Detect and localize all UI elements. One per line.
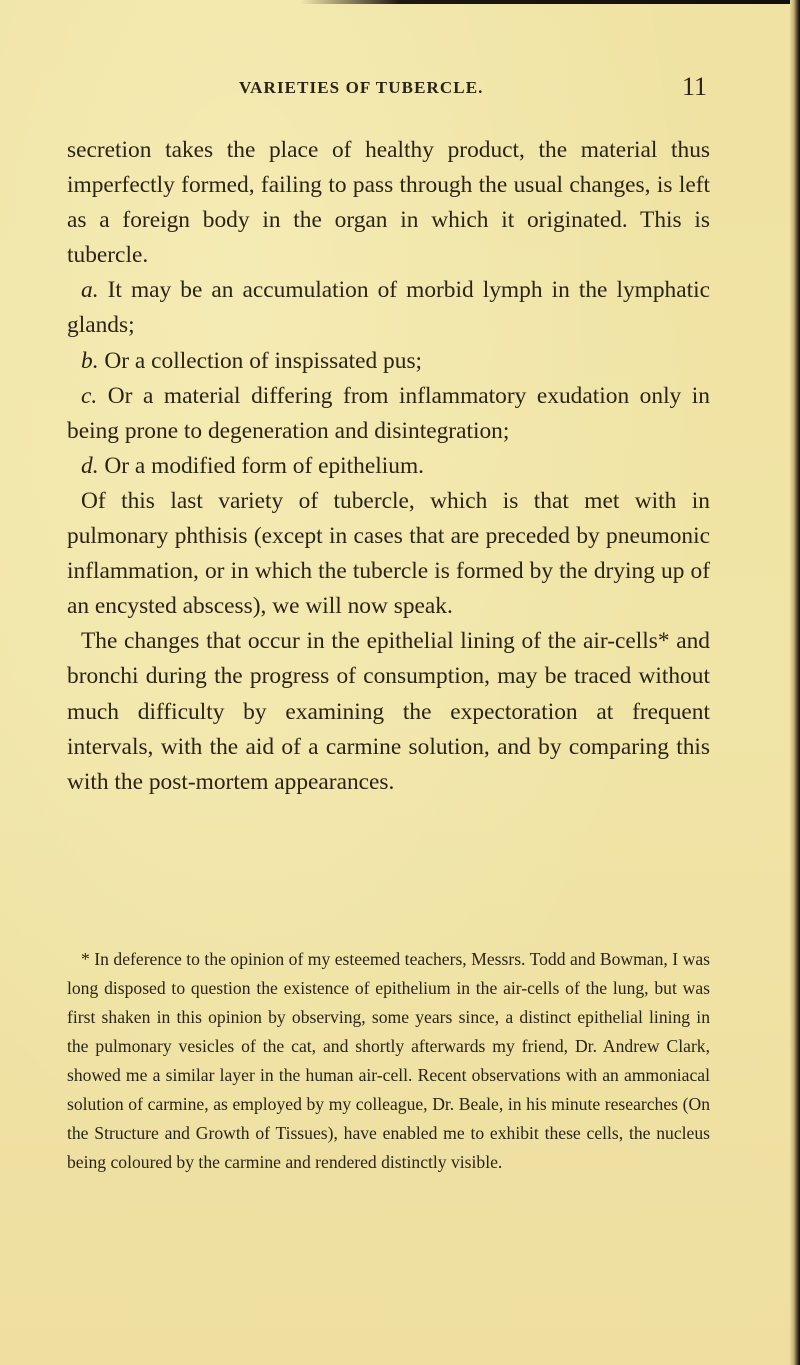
paragraph-text: The changes that occur in the epithelial lining of the air-cells* and bronchi during the progress of consumption, may be traced without much difficulty by examining the expectoration at frequent intervals, with the aid of a carmine solution, and by comparing this with the post-mortem appearances. — [67, 628, 710, 795]
page-number: 11 — [681, 72, 707, 101]
list-item-b — [67, 344, 710, 379]
running-title: VARIETIES OF TUBERCLE. — [239, 78, 484, 97]
page-top-shadow — [300, 0, 800, 4]
list-item-a — [67, 273, 710, 343]
list-item-text: Or a collection of inspissated pus; — [98, 347, 423, 374]
list-item-c — [67, 379, 710, 449]
paragraph-text: Of this last variety of tubercle, which is that met with in pulmonary phthisis (except in cases that are preceded by pneumonic inflammation, or in which the tubercle is formed by the drying up of an encysted abscess), we will now speak. — [67, 487, 710, 620]
footnote-text: * In deference to the opinion of my esteemed teachers, Messrs. Todd and Bowman, I was long disposed to question the existence of epithelium in the air-cells of the lung, but was first shaken in this opinion by observing, some years since, a distinct epithelial lining in the pulmonary vesicles of the cat, and shortly afterwards my friend, Dr. Andrew Clark, showed me a similar layer in the human air-cell. Recent observations with an ammoniacal solution of carmine, as employed by my colleague, Dr. Beale, in his minute researches (On the Structure and Growth of Tissues), have enabled me to exhibit these cells, the nucleus being coloured by the carmine and rendered distinctly visible. — [67, 949, 710, 1172]
paragraph — [67, 484, 710, 624]
footnote — [67, 945, 710, 1177]
list-item-text: Or a material differing from inflammatory exudation only in being prone to degeneration and disintegration; — [67, 382, 710, 444]
paragraph-continuation — [67, 133, 710, 273]
list-item-text: It may be an accumulation of morbid lymph in the lymphatic glands; — [67, 277, 710, 339]
paragraph — [67, 624, 710, 799]
page-right-edge — [790, 0, 800, 1365]
list-marker: c. — [81, 382, 98, 409]
list-item-d — [67, 449, 710, 484]
list-marker: a. — [81, 277, 99, 304]
list-marker: b. — [81, 347, 99, 374]
body-text — [67, 133, 710, 800]
paragraph-text: secretion takes the place of healthy product, the material thus imperfectly formed, failing to pass through the usual changes, is left as a foreign body in the organ in which it originated. This is tubercle. — [67, 137, 710, 269]
list-marker: d. — [81, 452, 99, 479]
list-item-text: Or a modified form of epithelium. — [98, 452, 424, 479]
running-head — [67, 72, 709, 102]
